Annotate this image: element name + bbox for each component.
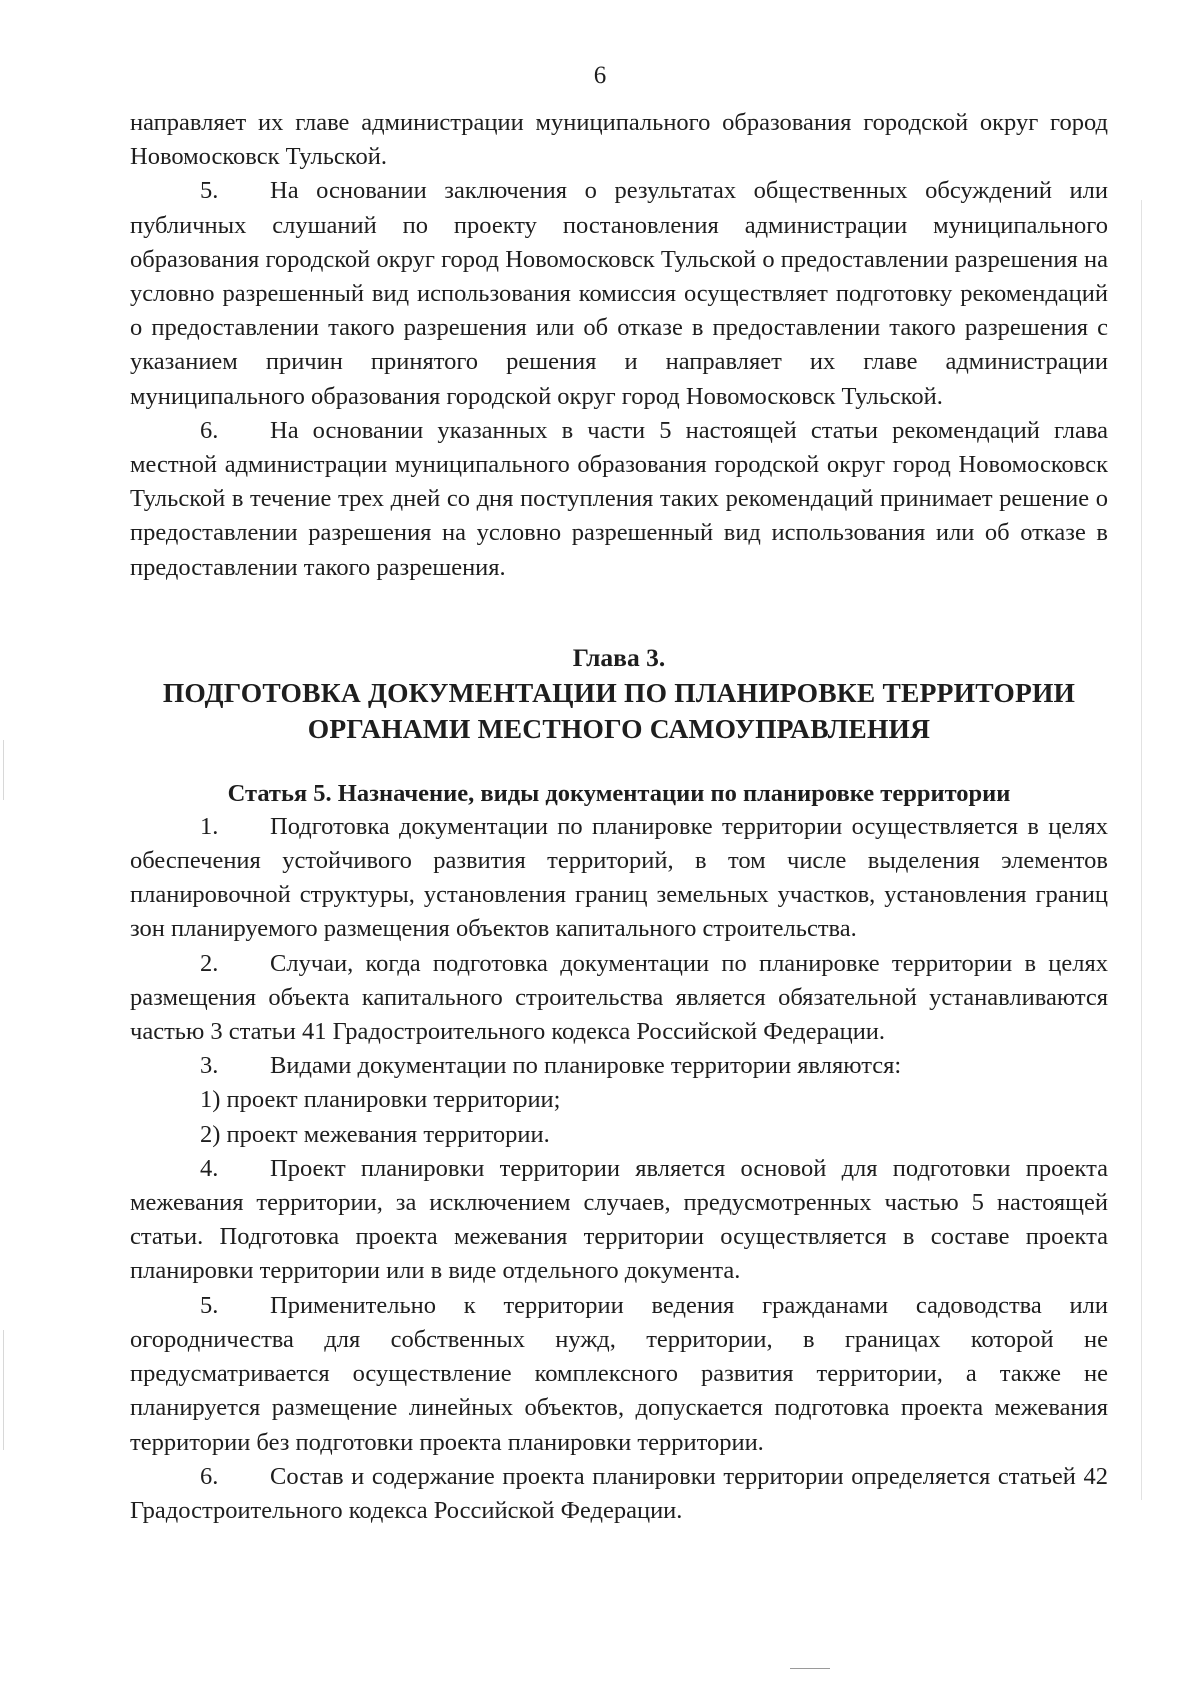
scan-footer-mark <box>790 1668 830 1669</box>
scan-edge-mark <box>3 1330 4 1450</box>
page-number: 6 <box>593 62 607 89</box>
scan-edge-mark <box>3 740 4 800</box>
item-number: 1. <box>200 812 219 840</box>
item-number: 2. <box>200 949 219 977</box>
list-item: 1) проект планировки территории; <box>200 1086 561 1114</box>
article-item-2 <box>130 947 1108 1050</box>
item-text: Подготовка документации по планировке территории осуществляется в целях обеспечения устойчивого развития территорий, в том числе выделения элементов планировочной структуры, установления границ земельных участков, установления границ зон планируемого размещения объектов капитального строительства. <box>130 812 1108 943</box>
article-title: Статья 5. Назначение, виды документации по планировке территории <box>227 779 1011 807</box>
paragraph-6 <box>130 414 1108 585</box>
item-text: Случаи, когда подготовка документации по планировке территории в целях размещения объекта капитального строительства является обязательной устанавливаются частью 3 статьи 41 Градостроительного кодекса Российской Федерации. <box>130 949 1108 1046</box>
item-text: Проект планировки территории является основой для подготовки проекта межевания территории, за исключением случаев, предусмотренных частью 5 настоящей статьи. Подготовка проекта межевания территории осуществляется в составе проекта планировки территории или в виде отдельного документа. <box>130 1154 1108 1285</box>
chapter-label: Глава 3. <box>572 642 666 672</box>
article-item-3 <box>130 1049 1108 1083</box>
item-number: 5. <box>200 1291 219 1319</box>
item-text: Состав и содержание проекта планировки территории определяется статьей 42 Градостроительного кодекса Российской Федерации. <box>130 1462 1108 1524</box>
chapter-title-line-2: ОРГАНАМИ МЕСТНОГО САМОУПРАВЛЕНИЯ <box>307 712 931 744</box>
section-spacer <box>130 585 1108 641</box>
list-item: 2) проект межевания территории. <box>200 1120 550 1148</box>
item-number: 4. <box>200 1154 219 1182</box>
article-item-6 <box>130 1460 1108 1528</box>
article-item-4 <box>130 1152 1108 1289</box>
item-text: Видами документации по планировке территории являются: <box>270 1052 902 1080</box>
paragraph-number: 5. <box>200 177 219 205</box>
paragraph-text: На основании указанных в части 5 настоящей статьи рекомендаций глава местной администрации муниципального образования городской округ город Новомосковск Тульской в течение трех дней со дня поступления таких рекомендаций принимает решение о предоставлении разрешения на условно разрешенный вид использования или об отказе в предоставлении такого разрешения. <box>130 416 1108 581</box>
item-number: 3. <box>200 1052 219 1080</box>
paragraph-5 <box>130 174 1108 413</box>
document-body <box>130 106 1108 1528</box>
article-item-5 <box>130 1289 1108 1460</box>
chapter-title-line-1: ПОДГОТОВКА ДОКУМЕНТАЦИИ ПО ПЛАНИРОВКЕ ТЕРРИТОРИИ <box>162 676 1076 708</box>
scan-edge-mark <box>1141 200 1142 1500</box>
item-text: Применительно к территории ведения гражданами садоводства или огородничества для собственных нужд, территории, в границах которой не предусматривается осуществление комплексного развития территории, а также не планируется размещение линейных объектов, допускается подготовка проекта межевания территории без подготовки проекта планировки территории. <box>130 1291 1108 1456</box>
item-number: 6. <box>200 1462 219 1490</box>
paragraph-number: 6. <box>200 416 219 444</box>
paragraph-text: На основании заключения о результатах общественных обсуждений или публичных слушаний по проекту постановления администрации муниципального образования городской округ город Новомосковск Тульской о предоставлении разрешения на условно разрешенный вид использования комиссия осуществляет подготовку рекомендаций о предоставлении такого разрешения или об отказе в предоставлении такого разрешения с указанием причин принятого решения и направляет их главе администрации муниципального образования городской округ город Новомосковск Тульской. <box>130 177 1108 410</box>
paragraph-continuation: направляет их главе администрации муниципального образования городской округ город Новомосковск Тульской. <box>130 109 1108 171</box>
article-item-1 <box>130 810 1108 947</box>
